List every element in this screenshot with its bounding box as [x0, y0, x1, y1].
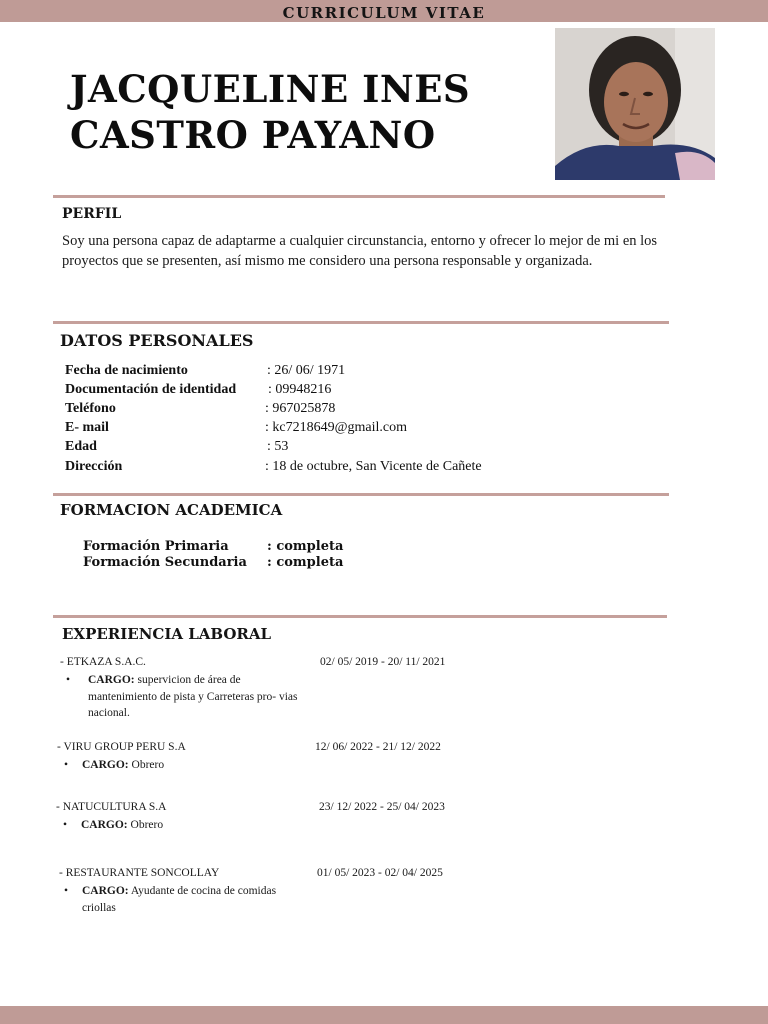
cargo-label: CARGO:	[82, 885, 129, 897]
portrait-photo-icon	[555, 28, 715, 180]
education-label: Formación Secundaria	[83, 555, 247, 570]
personal-title: DATOS PERSONALES	[60, 331, 254, 350]
job-dates: 01/ 05/ 2023 - 02/ 04/ 2025	[317, 867, 443, 879]
cargo-label: CARGO:	[82, 759, 129, 771]
job-dates: 12/ 06/ 2022 - 21/ 12/ 2022	[315, 741, 441, 753]
divider-education	[53, 615, 667, 618]
personal-row	[65, 418, 109, 437]
personal-value: : 53	[267, 439, 289, 454]
job-company: - VIRU GROUP PERU S.A	[57, 741, 186, 753]
top-band	[0, 0, 768, 22]
job-company: - NATUCULTURA S.A	[56, 801, 167, 813]
personal-label: Dirección	[65, 459, 123, 474]
personal-row	[65, 399, 116, 418]
education-title: FORMACION ACADEMICA	[60, 501, 283, 519]
divider-personal	[53, 493, 669, 496]
profile-title: PERFIL	[62, 206, 122, 222]
divider-profile	[53, 321, 669, 324]
personal-label: Documentación de identidad	[65, 382, 237, 397]
job-dates: 02/ 05/ 2019 - 20/ 11/ 2021	[320, 656, 446, 668]
personal-row	[65, 437, 97, 456]
job-company: - ETKAZA S.A.C.	[60, 656, 146, 668]
job-role-text: Obrero	[130, 819, 164, 831]
personal-row	[65, 457, 122, 476]
name-line-1: JACQUELINE INES	[70, 67, 471, 111]
personal-label: Fecha de nacimiento	[65, 363, 188, 378]
education-label: Formación Primaria	[83, 539, 229, 554]
job-role	[64, 757, 312, 774]
personal-value: : 18 de octubre, San Vicente de Cañete	[265, 459, 482, 474]
personal-value: : 967025878	[265, 401, 336, 416]
experience-title: EXPERIENCIA LABORAL	[62, 625, 272, 643]
personal-row	[65, 361, 188, 380]
divider-header	[53, 195, 665, 198]
job-role	[63, 817, 311, 834]
job-role	[64, 883, 297, 916]
personal-value: : kc7218649@gmail.com	[265, 420, 407, 435]
education-value: : completa	[267, 539, 344, 554]
personal-value: : 26/ 06/ 1971	[267, 363, 346, 378]
personal-row	[65, 380, 236, 399]
personal-label: Edad	[65, 439, 97, 454]
candidate-name	[70, 66, 470, 158]
document-title: CURRICULUM VITAE	[282, 4, 486, 22]
bullet-icon: •	[64, 885, 69, 897]
cargo-label: CARGO:	[81, 819, 128, 831]
bullet-icon: •	[66, 674, 71, 686]
job-role-text: Obrero	[131, 759, 165, 771]
job-role-text: supervicion de área de mantenimiento de pista y Carreteras pro- vias nacional.	[88, 674, 298, 719]
job-dates: 23/ 12/ 2022 - 25/ 04/ 2023	[319, 801, 445, 813]
personal-label: Teléfono	[65, 401, 116, 416]
education-value: : completa	[267, 555, 344, 570]
bullet-icon: •	[63, 819, 68, 831]
bullet-icon: •	[64, 759, 69, 771]
cargo-label: CARGO:	[88, 674, 135, 686]
bottom-band	[0, 1006, 768, 1024]
job-role-text: Ayudante de cocina de comidas criollas	[82, 885, 277, 914]
personal-label: E- mail	[65, 420, 109, 435]
job-role	[66, 672, 303, 722]
job-company: - RESTAURANTE SONCOLLAY	[59, 867, 220, 879]
portrait-photo	[555, 28, 715, 180]
name-line-2: CASTRO PAYANO	[70, 113, 436, 157]
personal-value: : 09948216	[268, 382, 332, 397]
profile-text: Soy una persona capaz de adaptarme a cualquier circunstancia, entorno y ofrecer lo mejor de mi en los proyectos que se presenten, así mismo me considero una persona responsable y organizada.	[62, 233, 658, 269]
